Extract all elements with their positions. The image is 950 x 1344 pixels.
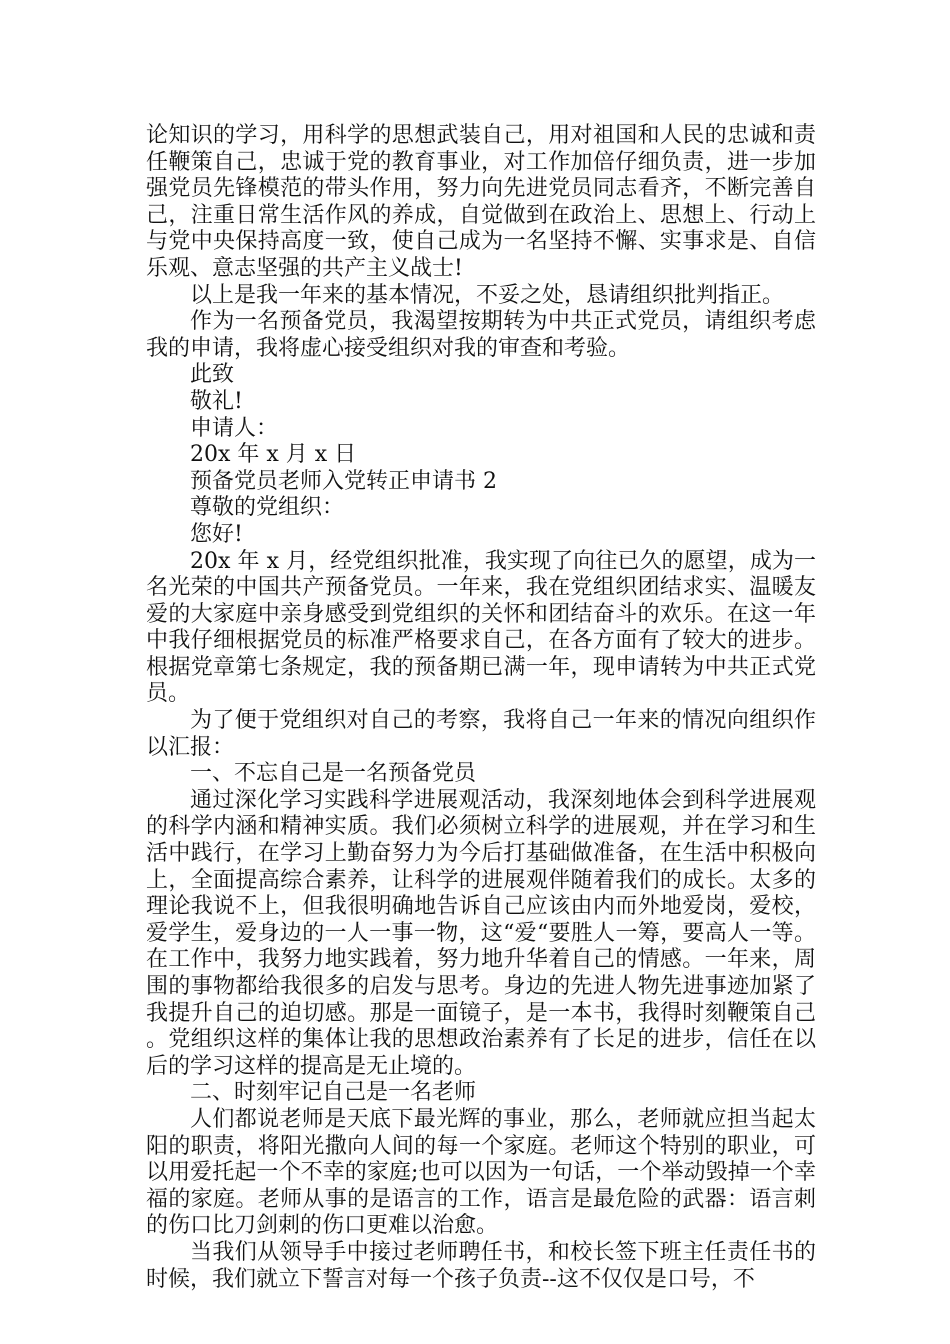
section-heading: 二、时刻牢记自己是一名老师 xyxy=(190,1080,477,1106)
paragraph: 人们都说老师是天底下最光辉的事业，那么，老师就应担当起太阳的职责，将阳光撒向人间的每一个家庭。老师这个特别的职业，可以用爱托起一个不幸的家庭;也可以因为一句话，一个举动毁掉一个幸福的家庭。老师从事的是语言的工作，语言是最危险的武器：语言刺的伤口比刀剑刺的伤口更难以治愈。 xyxy=(146,1106,816,1239)
closing-salutation: 此致 xyxy=(190,362,235,388)
section-title: 预备党员老师入党转正申请书 2 xyxy=(190,468,497,494)
closing-salutation: 敬礼! xyxy=(190,388,243,414)
paragraph: 论知识的学习，用科学的思想武装自己，用对祖国和人民的忠诚和责任鞭策自己，忠诚于党的教育事业，对工作加倍仔细负责，进一步加强党员先锋模范的带头作用，努力向先进党员同志看齐，不断完善自己，注重日常生活作风的养成，自觉做到在政治上、思想上、行动上与党中央保持高度一致，使自己成为一名坚持不懈、实事求是、自信乐观、意志坚强的共产主义战士! xyxy=(146,123,816,281)
date-line: 20x 年 x 月 x 日 xyxy=(190,442,357,468)
paragraph: 当我们从领导手中接过老师聘任书，和校长签下班主任责任书的时候，我们就立下誓言对每一个孩子负责--这不仅仅是口号，不 xyxy=(146,1239,816,1292)
greeting: 您好! xyxy=(190,521,243,547)
greeting: 尊敬的党组织： xyxy=(190,495,345,521)
document-body xyxy=(146,123,816,1293)
paragraph: 20x 年 x 月，经党组织批准，我实现了向往已久的愿望，成为一名光荣的中国共产预备党员。一年来，我在党组织团结求实、温暖友爱的大家庭中亲身感受到党组织的关怀和团结奋斗的欢乐。在这一年中我仔细根据党员的标准严格要求自己，在各方面有了较大的进步。根据党章第七条规定，我的预备期已满一年，现申请转为中共正式党员。 xyxy=(146,548,816,707)
paragraph: 作为一名预备党员，我渴望按期转为中共正式党员，请组织考虑我的申请，我将虚心接受组织对我的审查和考验。 xyxy=(146,309,816,361)
paragraph: 以上是我一年来的基本情况，不妥之处，恳请组织批判指正。 xyxy=(190,282,785,308)
section-heading: 一、不忘自己是一名预备党员 xyxy=(190,761,477,787)
paragraph: 为了便于党组织对自己的考察，我将自己一年来的情况向组织作以汇报： xyxy=(146,708,816,760)
applicant-label: 申请人： xyxy=(190,415,279,441)
paragraph: 通过深化学习实践科学进展观活动，我深刻地体会到科学进展观的科学内涵和精神实质。我们必须树立科学的进展观，并在学习和生活中践行，在学习上勤奋努力为今后打基础做准备，在生活中积极向上，全面提高综合素养，让科学的进展观伴随着我们的成长。太多的理论我说不上，但我很明确地告诉自己应该由内而外地爱岗，爱校，爱学生，爱身边的一人一事一物，这“爱“要胜人一筹，要高人一等。在工作中，我努力地实践着，努力地升华着自己的情感。一年来，周围的事物都给我很多的启发与思考。身边的先进人物先进事迹加紧了我提升自己的迫切感。那是一面镜子，是一本书，我得时刻鞭策自己。党组织这样的集体让我的思想政治素养有了长足的进步，信任在以后的学习这样的提高是无止境的。 xyxy=(146,787,816,1079)
